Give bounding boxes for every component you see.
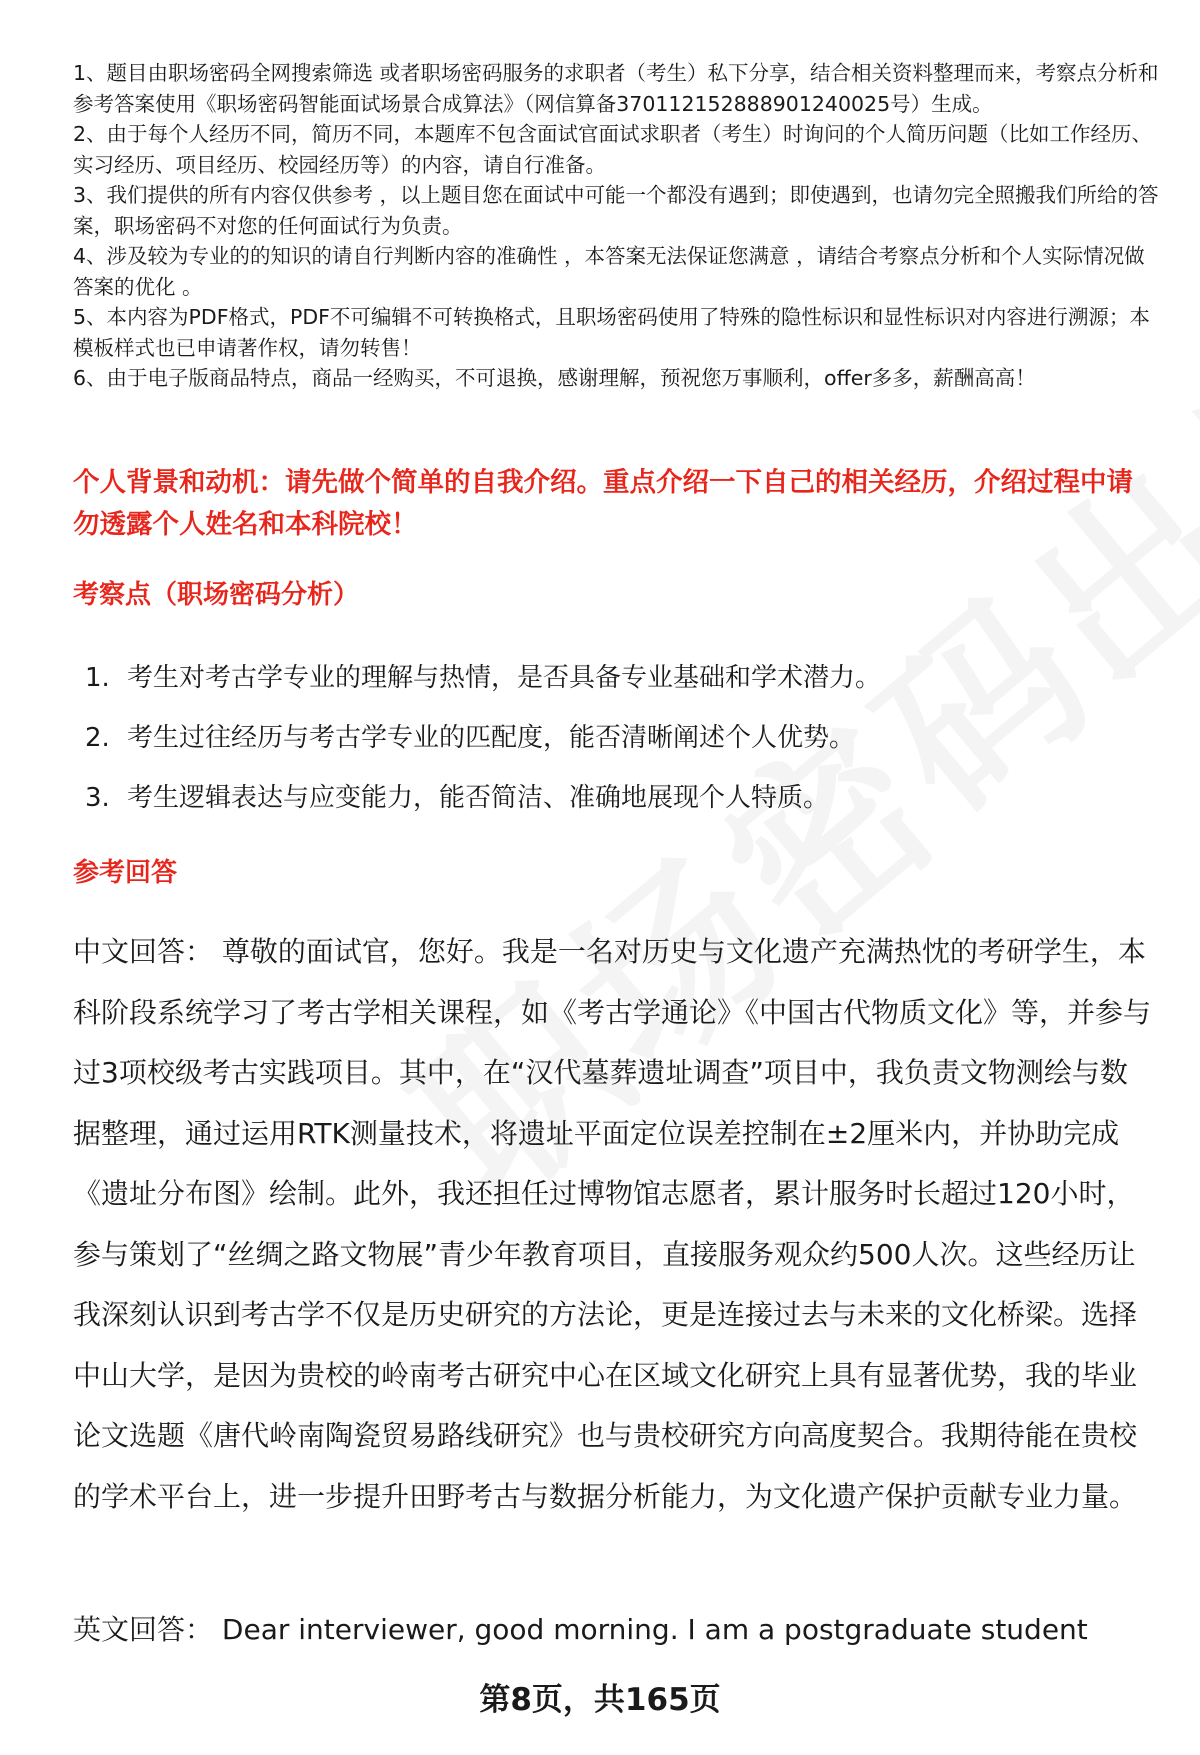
kaochadian-list <box>85 648 1145 828</box>
list-item <box>85 768 1145 828</box>
list-number: 2. <box>85 723 110 753</box>
question-title: 个人背景和动机：请先做个简单的自我介绍。重点介绍一下自己的相关经历，介绍过程中请勿透露个人姓名和本科院校！ <box>73 467 1133 540</box>
kaochadian-heading: 考察点（职场密码分析） <box>73 580 360 610</box>
list-text: 考生逻辑表达与应变能力，能否简洁、准确地展现个人特质。 <box>127 783 830 813</box>
english-answer: 英文回答： Dear interviewer, good morning. I am a postgraduate student <box>73 1613 1088 1646</box>
list-number: 1. <box>85 663 110 693</box>
chinese-answer: 中文回答： 尊敬的面试官，您好。我是一名对历史与文化遗产充满热忱的考研学生，本科阶段系统学习了考古学相关课程，如《考古学通论》《中国古代物质文化》等，并参与过3项校级考古实践项目。其中，在“汉代墓葬遗址调查”项目中，我负责文物测绘与数据整理，通过运用RTK测量技术，将遗址平面定位误差控制在±2厘米内，并协助完成《遗址分布图》绘制。此外，我还担任过博物馆志愿者，累计服务时长超过120小时，参与策划了“丝绸之路文物展”青少年教育项目，直接服务观众约500人次。这些经历让我深刻认识到考古学不仅是历史研究的方法论，更是连接过去与未来的文化桥梁。选择中山大学，是因为贵校的岭南考古研究中心在区域文化研究上具有显著优势，我的毕业论文选题《唐代岭南陶瓷贸易路线研究》也与贵校研究方向高度契合。我期待能在贵校的学术平台上，进一步提升田野考古与数据分析能力，为文化遗产保护贡献专业力量。 <box>73 935 1152 1513</box>
note-item: 6、由于电子版商品特点，商品一经购买，不可退换，感谢理解，预祝您万事顺利，offer多多，薪酬高高！ <box>73 366 1036 390</box>
list-item <box>85 648 1145 708</box>
list-item <box>85 708 1145 768</box>
list-text: 考生对考古学专业的理解与热情，是否具备专业基础和学术潜力。 <box>127 663 882 693</box>
disclaimer-notes <box>73 58 1163 394</box>
note-item: 2、由于每个人经历不同，简历不同，本题库不包含面试官面试求职者（考生）时询问的个人简历问题（比如工作经历、实习经历、项目经历、校园经历等）的内容，请自行准备。 <box>73 122 1153 177</box>
reference-heading: 参考回答 <box>73 858 178 888</box>
note-item: 1、题目由职场密码全网搜索筛选 或者职场密码服务的求职者（考生）私下分享，结合相关资料整理而来，考察点分析和参考答案使用《职场密码智能面试场景合成算法》（网信算备370112152888901240025号）生成。 <box>73 61 1159 116</box>
note-item: 4、涉及较为专业的的知识的请自行判断内容的准确性 ，本答案无法保证您满意 ，请结合考察点分析和个人实际情况做答案的优化 。 <box>73 244 1145 299</box>
note-item: 5、本内容为PDF格式，PDF不可编辑不可转换格式，且职场密码使用了特殊的隐性标识和显性标识对内容进行溯源；本模板样式也已申请著作权，请勿转售！ <box>73 305 1150 360</box>
page-number: 第8页，共165页 <box>479 1682 721 1718</box>
list-text: 考生过往经历与考古学专业的匹配度，能否清晰阐述个人优势。 <box>127 723 856 753</box>
list-number: 3. <box>85 783 110 813</box>
note-item: 3、我们提供的所有内容仅供参考 ，以上题目您在面试中可能一个都没有遇到；即使遇到，也请勿完全照搬我们所给的答案，职场密码不对您的任何面试行为负责。 <box>73 183 1159 238</box>
